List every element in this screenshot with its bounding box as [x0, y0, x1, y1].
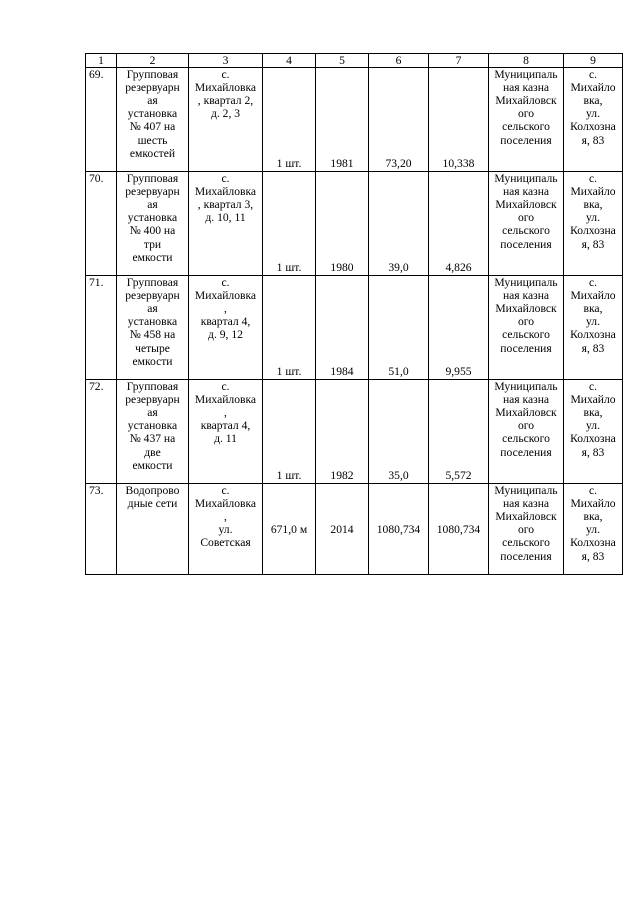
- object-name: Групповая резервуарн ая установка № 437 на две емкости: [117, 380, 189, 484]
- row-number: 72.: [86, 380, 117, 484]
- object-value-2: 1080,734: [429, 484, 489, 575]
- table-row: [86, 276, 623, 380]
- owner-location: с. Михайло вка, ул. Колхозна я, 83: [564, 68, 623, 172]
- object-quantity: 1 шт.: [263, 380, 316, 484]
- object-value-1: 35,0: [369, 380, 429, 484]
- row-number: 69.: [86, 68, 117, 172]
- object-owner: Муниципаль ная казна Михайловск ого сельского поселения: [489, 172, 564, 276]
- table-row: [86, 172, 623, 276]
- header-cell: 2: [117, 54, 189, 68]
- header-cell: 7: [429, 54, 489, 68]
- owner-location: с. Михайло вка, ул. Колхозна я, 83: [564, 484, 623, 575]
- object-owner: Муниципаль ная казна Михайловск ого сельского поселения: [489, 276, 564, 380]
- object-value-1: 73,20: [369, 68, 429, 172]
- object-name: Групповая резервуарн ая установка № 407 на шесть емкостей: [117, 68, 189, 172]
- object-address: с. Михайловка , ул. Советская: [189, 484, 263, 575]
- object-address: с. Михайловка , квартал 2, д. 2, 3: [189, 68, 263, 172]
- object-owner: Муниципаль ная казна Михайловск ого сельского поселения: [489, 484, 564, 575]
- object-value-1: 39,0: [369, 172, 429, 276]
- object-value-2: 4,826: [429, 172, 489, 276]
- row-number: 73.: [86, 484, 117, 575]
- header-cell: 9: [564, 54, 623, 68]
- object-year: 1981: [316, 68, 369, 172]
- object-quantity: 671,0 м: [263, 484, 316, 575]
- object-name: Водопрово дные сети: [117, 484, 189, 575]
- object-value-1: 51,0: [369, 276, 429, 380]
- table-row: [86, 68, 623, 172]
- object-quantity: 1 шт.: [263, 68, 316, 172]
- row-number: 71.: [86, 276, 117, 380]
- object-value-2: 10,338: [429, 68, 489, 172]
- owner-location: с. Михайло вка, ул. Колхозна я, 83: [564, 172, 623, 276]
- property-registry-table: [85, 53, 623, 575]
- object-year: 1980: [316, 172, 369, 276]
- table-row: [86, 484, 623, 575]
- object-year: 1982: [316, 380, 369, 484]
- object-year: 2014: [316, 484, 369, 575]
- object-year: 1984: [316, 276, 369, 380]
- object-quantity: 1 шт.: [263, 276, 316, 380]
- header-cell: 5: [316, 54, 369, 68]
- header-cell: 4: [263, 54, 316, 68]
- header-row: [86, 54, 623, 68]
- header-cell: 8: [489, 54, 564, 68]
- object-address: с. Михайловка , квартал 4, д. 9, 12: [189, 276, 263, 380]
- object-address: с. Михайловка , квартал 3, д. 10, 11: [189, 172, 263, 276]
- object-name: Групповая резервуарн ая установка № 400 на три емкости: [117, 172, 189, 276]
- object-name: Групповая резервуарн ая установка № 458 на четыре емкости: [117, 276, 189, 380]
- header-cell: 6: [369, 54, 429, 68]
- object-value-2: 5,572: [429, 380, 489, 484]
- object-quantity: 1 шт.: [263, 172, 316, 276]
- header-cell: 1: [86, 54, 117, 68]
- row-number: 70.: [86, 172, 117, 276]
- owner-location: с. Михайло вка, ул. Колхозна я, 83: [564, 380, 623, 484]
- owner-location: с. Михайло вка, ул. Колхозна я, 83: [564, 276, 623, 380]
- object-value-2: 9,955: [429, 276, 489, 380]
- header-cell: 3: [189, 54, 263, 68]
- table-row: [86, 380, 623, 484]
- object-owner: Муниципаль ная казна Михайловск ого сельского поселения: [489, 380, 564, 484]
- object-value-1: 1080,734: [369, 484, 429, 575]
- object-owner: Муниципаль ная казна Михайловск ого сельского поселения: [489, 68, 564, 172]
- object-address: с. Михайловка , квартал 4, д. 11: [189, 380, 263, 484]
